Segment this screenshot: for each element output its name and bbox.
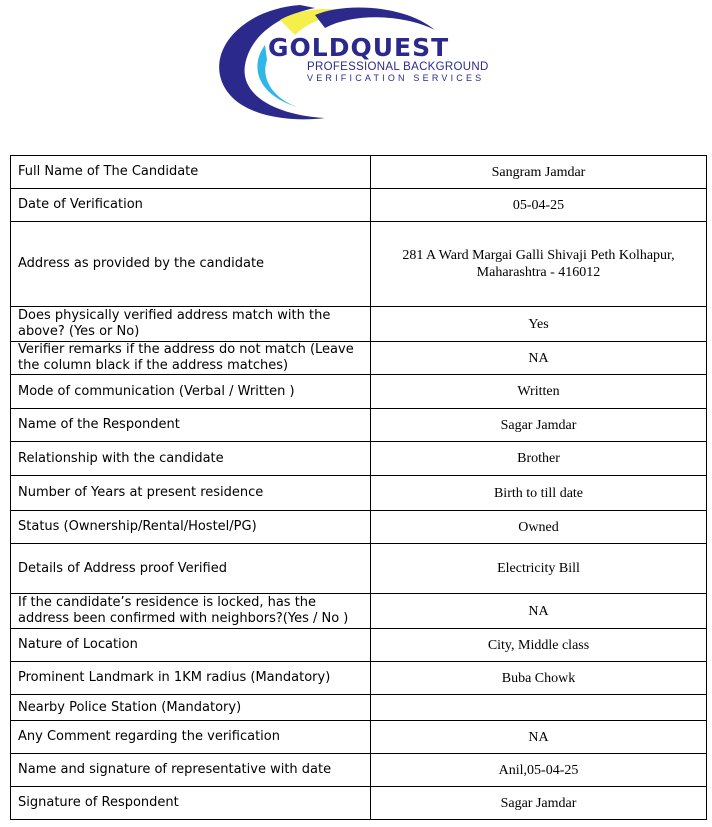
- table-row: [11, 307, 707, 342]
- field-value: NA: [371, 342, 707, 375]
- field-label: Date of Verification: [11, 189, 371, 222]
- field-label: Verifier remarks if the address do not match (Leave the column black if the address matches): [11, 342, 371, 375]
- field-value: Yes: [371, 307, 707, 342]
- table-row: [11, 342, 707, 375]
- field-label: Mode of communication (Verbal / Written ): [11, 375, 371, 409]
- table-row: [11, 222, 707, 307]
- field-label: Prominent Landmark in 1KM radius (Mandatory): [11, 662, 371, 695]
- logo-tagline-1: PROFESSIONAL BACKGROUND: [307, 61, 489, 73]
- table-row: [11, 511, 707, 544]
- table-row: [11, 754, 707, 787]
- field-label: Does physically verified address match with the above? (Yes or No): [11, 307, 371, 342]
- field-value: Owned: [371, 511, 707, 544]
- field-value: Anil,05-04-25: [371, 754, 707, 787]
- field-label: Details of Address proof Verified: [11, 544, 371, 594]
- field-label: Address as provided by the candidate: [11, 222, 371, 307]
- field-label: Full Name of The Candidate: [11, 156, 371, 189]
- field-label: Nearby Police Station (Mandatory): [11, 695, 371, 721]
- field-value: 281 A Ward Margai Galli Shivaji Peth Kolhapur, Maharashtra - 416012: [371, 222, 707, 307]
- table-row: [11, 662, 707, 695]
- field-value: 05-04-25: [371, 189, 707, 222]
- field-value: NA: [371, 721, 707, 754]
- table-row: [11, 787, 707, 820]
- table-row: [11, 695, 707, 721]
- table-row: [11, 156, 707, 189]
- field-label: Status (Ownership/Rental/Hostel/PG): [11, 511, 371, 544]
- field-label: Name of the Respondent: [11, 409, 371, 442]
- table-row: [11, 721, 707, 754]
- field-value: Buba Chowk: [371, 662, 707, 695]
- field-label: Name and signature of representative with date: [11, 754, 371, 787]
- field-value: NA: [371, 594, 707, 629]
- table-row: [11, 409, 707, 442]
- table-row: [11, 375, 707, 409]
- field-value: Written: [371, 375, 707, 409]
- field-label: Nature of Location: [11, 629, 371, 662]
- field-label: Relationship with the candidate: [11, 442, 371, 476]
- field-label: Signature of Respondent: [11, 787, 371, 820]
- table-row: [11, 442, 707, 476]
- logo-name: GOLDQUEST: [268, 33, 450, 62]
- logo-tagline-2: VERIFICATION SERVICES: [307, 73, 485, 83]
- field-label: If the candidate’s residence is locked, has the address been confirmed with neighbors?(Yes / No ): [11, 594, 371, 629]
- field-value: Electricity Bill: [371, 544, 707, 594]
- table-row: [11, 189, 707, 222]
- table-row: [11, 594, 707, 629]
- field-value: City, Middle class: [371, 629, 707, 662]
- field-value: Sagar Jamdar: [371, 787, 707, 820]
- field-label: Number of Years at present residence: [11, 476, 371, 511]
- field-value: [371, 695, 707, 721]
- field-value: Sangram Jamdar: [371, 156, 707, 189]
- field-value: Birth to till date: [371, 476, 707, 511]
- field-value: Sagar Jamdar: [371, 409, 707, 442]
- field-label: Any Comment regarding the verification: [11, 721, 371, 754]
- field-value: Brother: [371, 442, 707, 476]
- table-row: [11, 476, 707, 511]
- table-row: [11, 629, 707, 662]
- verification-table: [10, 155, 707, 820]
- table-row: [11, 544, 707, 594]
